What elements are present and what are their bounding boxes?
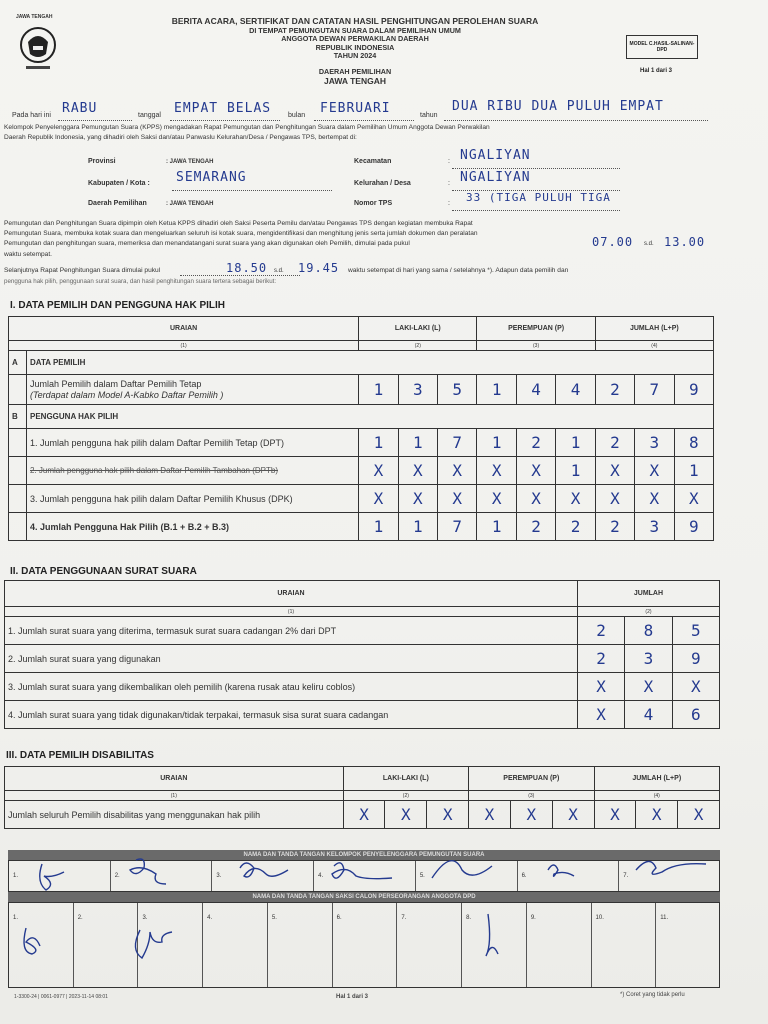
signature-strokes xyxy=(8,850,720,990)
kpps-signature-title: NAMA DAN TANDA TANGAN KELOMPOK PENYELENGGARA PEMUNGUTAN SUARA xyxy=(8,850,720,860)
table-row: Jumlah seluruh Pemilih disabilitas yang menggunakan hak pilih X X X X X X X X X xyxy=(5,801,720,829)
table-row: 4. Jumlah Pengguna Hak Pilih (B.1 + B.2 + B.3) 1 1 7 1 2 2 2 3 9 xyxy=(9,513,714,541)
bulan-value: FEBRUARI xyxy=(320,101,391,116)
rapat-paragraph-4: waktu setempat. xyxy=(4,251,53,258)
a1-sublabel: (Terdapat dalam Model A-Kabko Daftar Pemilih ) xyxy=(30,389,224,400)
kabupaten-value: SEMARANG xyxy=(176,170,247,185)
b4-label: 4. Jumlah Pengguna Hak Pilih (B.1 + B.2 + B.3) xyxy=(27,513,359,541)
document-title: BERITA ACARA, SERTIFIKAT DAN CATATAN HASIL PENGHITUNGAN PEROLEHAN SUARA DI TEMPAT PEMUNGUTAN SUARA DALAM PEMILIHAN UMUM ANGGOTA DEWAN PERWAKILAN DAERAH REPUBLIK INDONESIA TAHUN 2024 DAERAH PEMILIHAN JAWA TENGAH xyxy=(171,16,539,87)
signature-number: 4. xyxy=(318,873,324,879)
table-disabilitas: URAIAN LAKI-LAKI (L) PEREMPUAN (P) JUMLAH (L+P) (1) (2) (3) (4) Jumlah seluruh Pemilih disabilitas yang menggunakan hak pilih X X X X X X X X X xyxy=(4,766,720,829)
table-row: 3. Jumlah surat suara yang dikembalikan oleh pemilih (karena rusak atau keliru coblos) X X X xyxy=(5,673,720,701)
signature-number: 5. xyxy=(271,915,277,921)
rapat-selesai-value: 13.00 xyxy=(664,235,706,249)
kelurahan-label: Kelurahan / Desa xyxy=(354,180,411,187)
table-row: 4. Jumlah surat suara yang tidak digunakan/tidak terpakai, termasuk sisa surat suara cadangan X 4 6 xyxy=(5,701,720,729)
ss4-label: 4. Jumlah surat suara yang tidak digunakan/tidak terpakai, termasuk sisa surat suara cadangan xyxy=(5,701,578,729)
intro-paragraph-1: Kelompok Penyelenggara Pemungutan Suara (KPPS) mengadakan Rapat Pemungutan dan Penghitungan Suara dalam Pemilihan Umum Anggota Dewan Perwakilan xyxy=(4,124,490,131)
header-laki-laki-3: LAKI-LAKI (L) xyxy=(343,767,468,791)
provinsi-label: Provinsi xyxy=(88,158,116,165)
rapat-paragraph-1: Pemungutan dan Penghitungan Suara dipimpin oleh Ketua KPPS dihadiri oleh Saksi Peserta Pemilu dan/atau Pengawas TPS dengan kegiatan membuka Rapat xyxy=(4,220,473,227)
tahun-value: DUA RIBU DUA PULUH EMPAT xyxy=(452,99,664,114)
signature-number: 2. xyxy=(114,873,120,879)
header-jumlah: JUMLAH (L+P) xyxy=(595,317,713,341)
dapil-value: : JAWA TENGAH xyxy=(166,201,214,207)
logo-caption: JAWA TENGAH xyxy=(16,14,53,20)
signature-number: 6. xyxy=(336,915,342,921)
hitung-mulai-value: 18.50 xyxy=(226,261,268,275)
section-2-title: II. DATA PENGGUNAAN SURAT SUARA xyxy=(10,566,197,577)
header-jumlah-3: JUMLAH (L+P) xyxy=(594,767,719,791)
intro-label-tanggal: tanggal xyxy=(138,112,161,119)
signature-number: 1. xyxy=(13,915,19,921)
signature-number: 7. xyxy=(623,873,629,879)
table-row: 1. Jumlah pengguna hak pilih dalam Daftar Pemilih Tetap (DPT) 1 1 7 1 2 1 2 3 8 xyxy=(9,429,714,457)
intro-label-tahun: tahun xyxy=(420,112,438,119)
kabupaten-label: Kabupaten / Kota : xyxy=(88,180,150,187)
kpu-logo-icon xyxy=(16,16,60,74)
ss3-label: 3. Jumlah surat suara yang dikembalikan oleh pemilih (karena rusak atau keliru coblos) xyxy=(5,673,578,701)
intro-paragraph-2: Daerah Republik Indonesia, yang dihadiri oleh Saksi dan/atau Panwaslu Kelurahan/Desa / Pengawas TPS, bertempat di: xyxy=(4,134,357,141)
saksi-signature-title: NAMA DAN TANDA TANGAN SAKSI CALON PERSEORANGAN ANGGOTA DPD xyxy=(8,892,720,902)
model-box: MODEL C.HASIL-SALINAN-DPD xyxy=(626,35,698,59)
form-page: JAWA TENGAH BERITA ACARA, SERTIFIKAT DAN CATATAN HASIL PENGHITUNGAN PEROLEHAN SUARA DI TEMPAT PEMUNGUTAN SUARA DALAM PEMILIHAN UMUM ANGGOTA DEWAN PERWAKILAN DAERAH REPUBLIK INDONESIA TAHUN 2024 DAERAH PEMILIHAN JAWA TENGAH MODEL C.HASIL-SALINAN-DPD Hal 1 dari 3 Pada hari ini RABU tanggal EMPAT BELAS bulan FEBRUARI tahun DUA RIBU DUA PULUH EMPAT Kelompok Penyelenggara Pemungutan Suara (KPPS) mengadakan Rapat Pemungutan dan Penghitungan Suara dalam Pemilihan Umum Anggota Dewan Perwakilan Daerah Republik Indonesia, yang dihadiri oleh Saksi dan/atau Panwaslu Kelurahan/Desa / Pengawas TPS, bertempat di: Provinsi : JAWA TENGAH Kabupaten / Kota : SEMARANG Daerah Pemilihan : JAWA TENGAH Kecamatan : NGALIYAN Kelurahan / Desa : NGALIYAN Nomor TPS : 33 (TIGA PULUH TIGA Pemungutan dan Penghitungan Suara dipimpin oleh Ketua KPPS dihadiri oleh Saksi Peserta Pemilu dan/atau Pengawas TPS dengan kegiatan membuka Rapat Pemungutan Suara, membuka kotak suara dan mengeluarkan seluruh isi kotak suara, mengidentifikasi dan menghitung jenis serta jumlah dokumen dan peralatan Pemungutan dan penghitungan suara, memeriksa dan menandatangani surat suara yang akan digunakan oleh Pemilih, dimulai pada pukul 07.00 s.d. 13.00 waktu setempat. Selanjutnya Rapat Penghitungan Suara dimulai pukul 18.50 s.d. 19.45 waktu setempat di hari yang sama / setelahnya *). Adapun data pemilih dan pengguna hak pilih, penggunaan surat suara, dan hasil penghitungan suara tertera sebagai berikut: I. DATA PEMILIH DAN PENGGUNA HAK PILIH URAIAN LAKI-LAKI (L) PEREMPUAN (P) JUMLAH (L+P) (1) (2) (3) (4) A DATA PEMILIH Jumlah Pemilih dalam Daftar Pemilih Tetap (Terdapat dalam Model A-Kabko Daftar Pemilih ) 1 3 5 1 4 4 2 7 9 B PENGGUNA HAK PILIH 1. Jumlah pengguna hak pilih dalam Daftar Pemilih Tetap (DPT) 1 1 7 1 2 1 2 3 8 2. Jumlah pengguna hak pilih dalam Daftar Pemilih Tambahan (DPTb) X X X X X 1 X X 1 3. Jumlah pengguna hak pilih dalam Daftar Pemilih Khusus (DPK) X X X X X X X X X 4. Jumlah Pengguna Hak Pilih (B.1 + B.2 + B.3) 1 1 7 1 2 2 2 3 9 II. DATA PENGGUNAAN SURAT SUARA URAIAN JUMLAH (1) (2) 1. Jumlah surat suara yang diterima, termasuk surat suara cadangan 2% dari DPT 2 8 5 2. Jumlah surat suara yang digunakan 2 3 9 3. Jumlah surat suara yang dikembalikan oleh pemilih (karena rusak atau keliru coblos) X X X 4. Jumlah surat suara yang tidak digunakan/tidak terpakai, termasuk sisa surat suara cadangan X 4 6 III. DATA PEMILIH DISABILITAS URAIAN LAKI-LAKI (L) PEREMPUAN (P) JUMLAH (L+P) (1) (2) (3) (4) Jumlah seluruh Pemilih disabilitas yang menggunakan hak pilih X X X X X X X X X NAMA DAN TANDA TANGAN KELOMPOK PENYELENGGARA PEMUNGUTAN SUARA 1. 2. 3. 4. 5. 6. 7. NAMA DAN TANDA TANGAN SAKSI CALON PERSEORANGAN ANGGOTA DPD 1. 2. 3. 4. 5. 6. 7. 8. 9. 10. 11. 1-3300-24 | 0061-0977 | 2023-11-14 08:01 Hal 1 dari 3 *) Coret yang tidak perlu xyxy=(0,0,768,1024)
table-data-pemilih: URAIAN LAKI-LAKI (L) PEREMPUAN (P) JUMLAH (L+P) (1) (2) (3) (4) A DATA PEMILIH Jumlah Pemilih dalam Daftar Pemilih Tetap (Terdapat dalam Model A-Kabko Daftar Pemilih ) 1 3 5 1 4 4 2 7 9 B PENGGUNA HAK PILIH 1. Jumlah pengguna hak pilih dalam Daftar Pemilih Tetap (DPT) 1 1 7 1 2 1 2 3 8 2. Jumlah pengguna hak pilih dalam Daftar Pemilih Tambahan (DPTb) X X X X X 1 X X 1 3. Jumlah pengguna hak pilih dalam Daftar Pemilih Khusus (DPK) X X X X X X X X X 4. Jumlah Pengguna Hak Pilih (B.1 + B.2 + B.3) 1 1 7 1 2 2 2 3 9 xyxy=(8,316,714,541)
section-1-title: I. DATA PEMILIH DAN PENGGUNA HAK PILIH xyxy=(10,300,225,311)
header-perempuan-3: PEREMPUAN (P) xyxy=(469,767,594,791)
kelurahan-value: NGALIYAN xyxy=(460,170,531,185)
disabilitas-label: Jumlah seluruh Pemilih disabilitas yang menggunakan hak pilih xyxy=(5,801,344,829)
signature-number: 5. xyxy=(419,873,425,879)
provinsi-value: : JAWA TENGAH xyxy=(166,159,214,165)
header-laki-laki: LAKI-LAKI (L) xyxy=(359,317,477,341)
signature-number: 3. xyxy=(142,915,148,921)
rapat-paragraph-5: Selanjutnya Rapat Penghitungan Suara dimulai pukul xyxy=(4,267,161,274)
rapat-paragraph-2: Pemungutan Suara, membuka kotak suara dan mengeluarkan seluruh isi kotak suara, mengidentifikasi dan menghitung jenis serta jumlah dokumen dan peralatan xyxy=(4,230,478,237)
signature-number: 4. xyxy=(207,915,213,921)
intro-label-hari: Pada hari ini xyxy=(12,112,51,119)
table-row: 2. Jumlah pengguna hak pilih dalam Daftar Pemilih Tambahan (DPTb) X X X X X 1 X X 1 xyxy=(9,457,714,485)
tps-value: 33 (TIGA PULUH TIGA xyxy=(466,191,611,204)
tanggal-value: EMPAT BELAS xyxy=(174,101,272,116)
rapat-mulai-value: 07.00 xyxy=(592,235,634,249)
signature-number: 9. xyxy=(530,915,536,921)
dapil-label: Daerah Pemilihan xyxy=(88,200,147,207)
rapat-paragraph-5b: waktu setempat di hari yang sama / setelahnya *). Adapun data pemilih dan xyxy=(348,267,569,274)
a1-label: Jumlah Pemilih dalam Daftar Pemilih Tetap xyxy=(30,378,202,389)
table-row: 1. Jumlah surat suara yang diterima, termasuk surat suara cadangan 2% dari DPT 2 8 5 xyxy=(5,617,720,645)
signature-number: 11. xyxy=(660,915,669,921)
kecamatan-value: NGALIYAN xyxy=(460,148,531,163)
header-uraian-2: URAIAN xyxy=(5,581,578,607)
signature-number: 1. xyxy=(13,873,19,879)
header-uraian: URAIAN xyxy=(9,317,359,341)
signature-number: 7. xyxy=(401,915,407,921)
intro-label-bulan: bulan xyxy=(288,112,306,119)
signature-number: 2. xyxy=(77,915,83,921)
header-uraian-3: URAIAN xyxy=(5,767,344,791)
ss2-label: 2. Jumlah surat suara yang digunakan xyxy=(5,645,578,673)
section-3-title: III. DATA PEMILIH DISABILITAS xyxy=(6,750,154,761)
signature-number: 3. xyxy=(216,873,222,879)
hitung-selesai-value: 19.45 xyxy=(298,261,340,275)
subsection-a-title: DATA PEMILIH xyxy=(27,351,714,375)
b2-label: 2. Jumlah pengguna hak pilih dalam Daftar Pemilih Tambahan (DPTb) xyxy=(27,457,359,485)
hitung-sd-label: s.d. xyxy=(274,268,284,274)
footer-page: Hal 1 dari 3 xyxy=(336,994,369,1000)
rapat-paragraph-6: pengguna hak pilih, penggunaan surat suara, dan hasil penghitungan suara tertera sebagai berikut: xyxy=(4,278,277,285)
hari-value: RABU xyxy=(62,101,98,116)
signature-number: 6. xyxy=(521,873,527,879)
footer-code: 1-3300-24 | 0061-0977 | 2023-11-14 08:01 xyxy=(14,994,108,1000)
page-indicator: Hal 1 dari 3 xyxy=(640,68,673,74)
table-row: 3. Jumlah pengguna hak pilih dalam Daftar Pemilih Khusus (DPK) X X X X X X X X X xyxy=(9,485,714,513)
table-surat-suara: URAIAN JUMLAH (1) (2) 1. Jumlah surat suara yang diterima, termasuk surat suara cadangan 2% dari DPT 2 8 5 2. Jumlah surat suara yang digunakan 2 3 9 3. Jumlah surat suara yang dikembalikan oleh pemilih (karena rusak atau keliru coblos) X X X 4. Jumlah surat suara yang tidak digunakan/tidak terpakai, termasuk sisa surat suara cadangan X 4 6 xyxy=(4,580,720,729)
rapat-paragraph-3: Pemungutan dan penghitungan suara, memeriksa dan menandatangani surat suara yang akan digunakan oleh Pemilih, dimulai pada pukul xyxy=(4,240,410,247)
header-jumlah-2: JUMLAH xyxy=(577,581,719,607)
subsection-b-title: PENGGUNA HAK PILIH xyxy=(27,405,714,429)
table-row: 2. Jumlah surat suara yang digunakan 2 3 9 xyxy=(5,645,720,673)
b3-label: 3. Jumlah pengguna hak pilih dalam Daftar Pemilih Khusus (DPK) xyxy=(27,485,359,513)
header-perempuan: PEREMPUAN (P) xyxy=(477,317,595,341)
ss1-label: 1. Jumlah surat suara yang diterima, termasuk surat suara cadangan 2% dari DPT xyxy=(5,617,578,645)
table-row: Jumlah Pemilih dalam Daftar Pemilih Tetap (Terdapat dalam Model A-Kabko Daftar Pemilih ) 1 3 5 1 4 4 2 7 9 xyxy=(9,375,714,405)
tps-label: Nomor TPS xyxy=(354,200,393,207)
signature-number: 8. xyxy=(466,915,472,921)
footer-note: *) Coret yang tidak perlu xyxy=(620,992,685,998)
b1-label: 1. Jumlah pengguna hak pilih dalam Daftar Pemilih Tetap (DPT) xyxy=(27,429,359,457)
signature-number: 10. xyxy=(595,915,604,921)
rapat-sd-label: s.d. xyxy=(644,241,654,247)
kecamatan-label: Kecamatan xyxy=(354,158,392,165)
